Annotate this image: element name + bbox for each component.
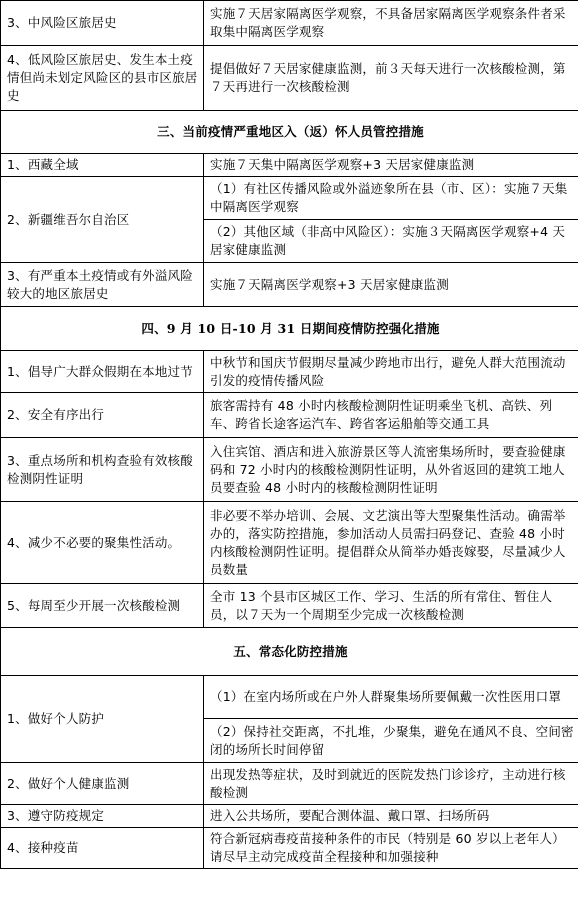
table-row xyxy=(1,177,578,220)
section-heading-row xyxy=(1,307,578,351)
row-label: 2、做好个人健康监测 xyxy=(1,763,204,805)
row-text: 符合新冠病毒疫苗接种条件的市民（特别是 60 岁以上老年人）请尽早主动完成疫苗全程接种和加强接种 xyxy=(204,828,578,869)
row-text: 实施７天居家隔离医学观察，不具备居家隔离医学观察条件者采取集中隔离医学观察 xyxy=(204,1,578,46)
table-row xyxy=(1,438,578,502)
table-row xyxy=(1,351,578,393)
row-text: （1）有社区传播风险或外溢迹象所在县（市、区）：实施７天集中隔离医学观察 xyxy=(204,177,578,220)
row-text: 实施７天集中隔离医学观察+3 天居家健康监测 xyxy=(204,154,578,177)
row-label: 3、中风险区旅居史 xyxy=(1,1,204,46)
row-label: 1、做好个人防护 xyxy=(1,676,204,763)
table-row xyxy=(1,263,578,307)
section-heading-row xyxy=(1,111,578,154)
row-label: 3、有严重本土疫情或有外溢风险较大的地区旅居史 xyxy=(1,263,204,307)
row-text: 入住宾馆、酒店和进入旅游景区等人流密集场所时，要查验健康码和 72 小时内的核酸检测阴性证明，从外省返回的建筑工地人员要查验 48 小时内的核酸检测阴性证明 xyxy=(204,438,578,502)
table-row xyxy=(1,676,578,719)
row-label: 2、新疆维吾尔自治区 xyxy=(1,177,204,263)
row-label: 3、重点场所和机构查验有效核酸检测阴性证明 xyxy=(1,438,204,502)
table-row xyxy=(1,393,578,438)
row-label: 2、安全有序出行 xyxy=(1,393,204,438)
row-text: 中秋节和国庆节假期尽量减少跨地市出行，避免人群大范围流动引发的疫情传播风险 xyxy=(204,351,578,393)
row-label: 4、低风险区旅居史、发生本土疫情但尚未划定风险区的县市区旅居史 xyxy=(1,46,204,111)
row-text: （2）保持社交距离，不扎堆，少聚集，避免在通风不良、空间密闭的场所长时间停留 xyxy=(204,719,578,763)
row-label: 4、接种疫苗 xyxy=(1,828,204,869)
table-row xyxy=(1,154,578,177)
row-label: 1、西藏全域 xyxy=(1,154,204,177)
row-text: 全市 13 个县市区城区工作、学习、生活的所有常住、暂住人员，以７天为一个周期至少完成一次核酸检测 xyxy=(204,584,578,628)
row-text: 旅客需持有 48 小时内核酸检测阴性证明乘坐飞机、高铁、列车、跨省长途客运汽车、跨省客运船舶等交通工具 xyxy=(204,393,578,438)
row-label: 4、减少不必要的聚集性活动。 xyxy=(1,502,204,584)
row-text: 实施７天隔离医学观察+3 天居家健康监测 xyxy=(204,263,578,307)
table-row xyxy=(1,502,578,584)
row-label: 1、倡导广大群众假期在本地过节 xyxy=(1,351,204,393)
table-row xyxy=(1,828,578,869)
section-heading-row xyxy=(1,628,578,676)
section-3-title: 三、当前疫情严重地区入（返）怀人员管控措施 xyxy=(1,111,578,154)
section-5-title: 五、常态化防控措施 xyxy=(1,628,578,676)
row-text: 进入公共场所，要配合测体温、戴口罩、扫场所码 xyxy=(204,805,578,828)
row-label: 3、遵守防疫规定 xyxy=(1,805,204,828)
table-row xyxy=(1,46,578,111)
row-text: 非必要不举办培训、会展、文艺演出等大型聚集性活动。确需举办的，落实防控措施，参加活动人员需扫码登记、查验 48 小时内核酸检测阴性证明。提倡群众从简举办婚丧嫁娶，尽量减少人员数量 xyxy=(204,502,578,584)
row-text: 提倡做好７天居家健康监测，前３天每天进行一次核酸检测，第７天再进行一次核酸检测 xyxy=(204,46,578,111)
table-row xyxy=(1,584,578,628)
row-text: （1）在室内场所或在户外人群聚集场所要佩戴一次性医用口罩 xyxy=(204,676,578,719)
row-text: （2）其他区域（非高中风险区）：实施３天隔离医学观察+4 天居家健康监测 xyxy=(204,220,578,263)
table-row xyxy=(1,1,578,46)
row-label: 5、每周至少开展一次核酸检测 xyxy=(1,584,204,628)
section-4-title: 四、9 月 10 日-10 月 31 日期间疫情防控强化措施 xyxy=(1,307,578,351)
table-row xyxy=(1,763,578,805)
row-text: 出现发热等症状，及时到就近的医院发热门诊诊疗，主动进行核酸检测 xyxy=(204,763,578,805)
table-row xyxy=(1,805,578,828)
